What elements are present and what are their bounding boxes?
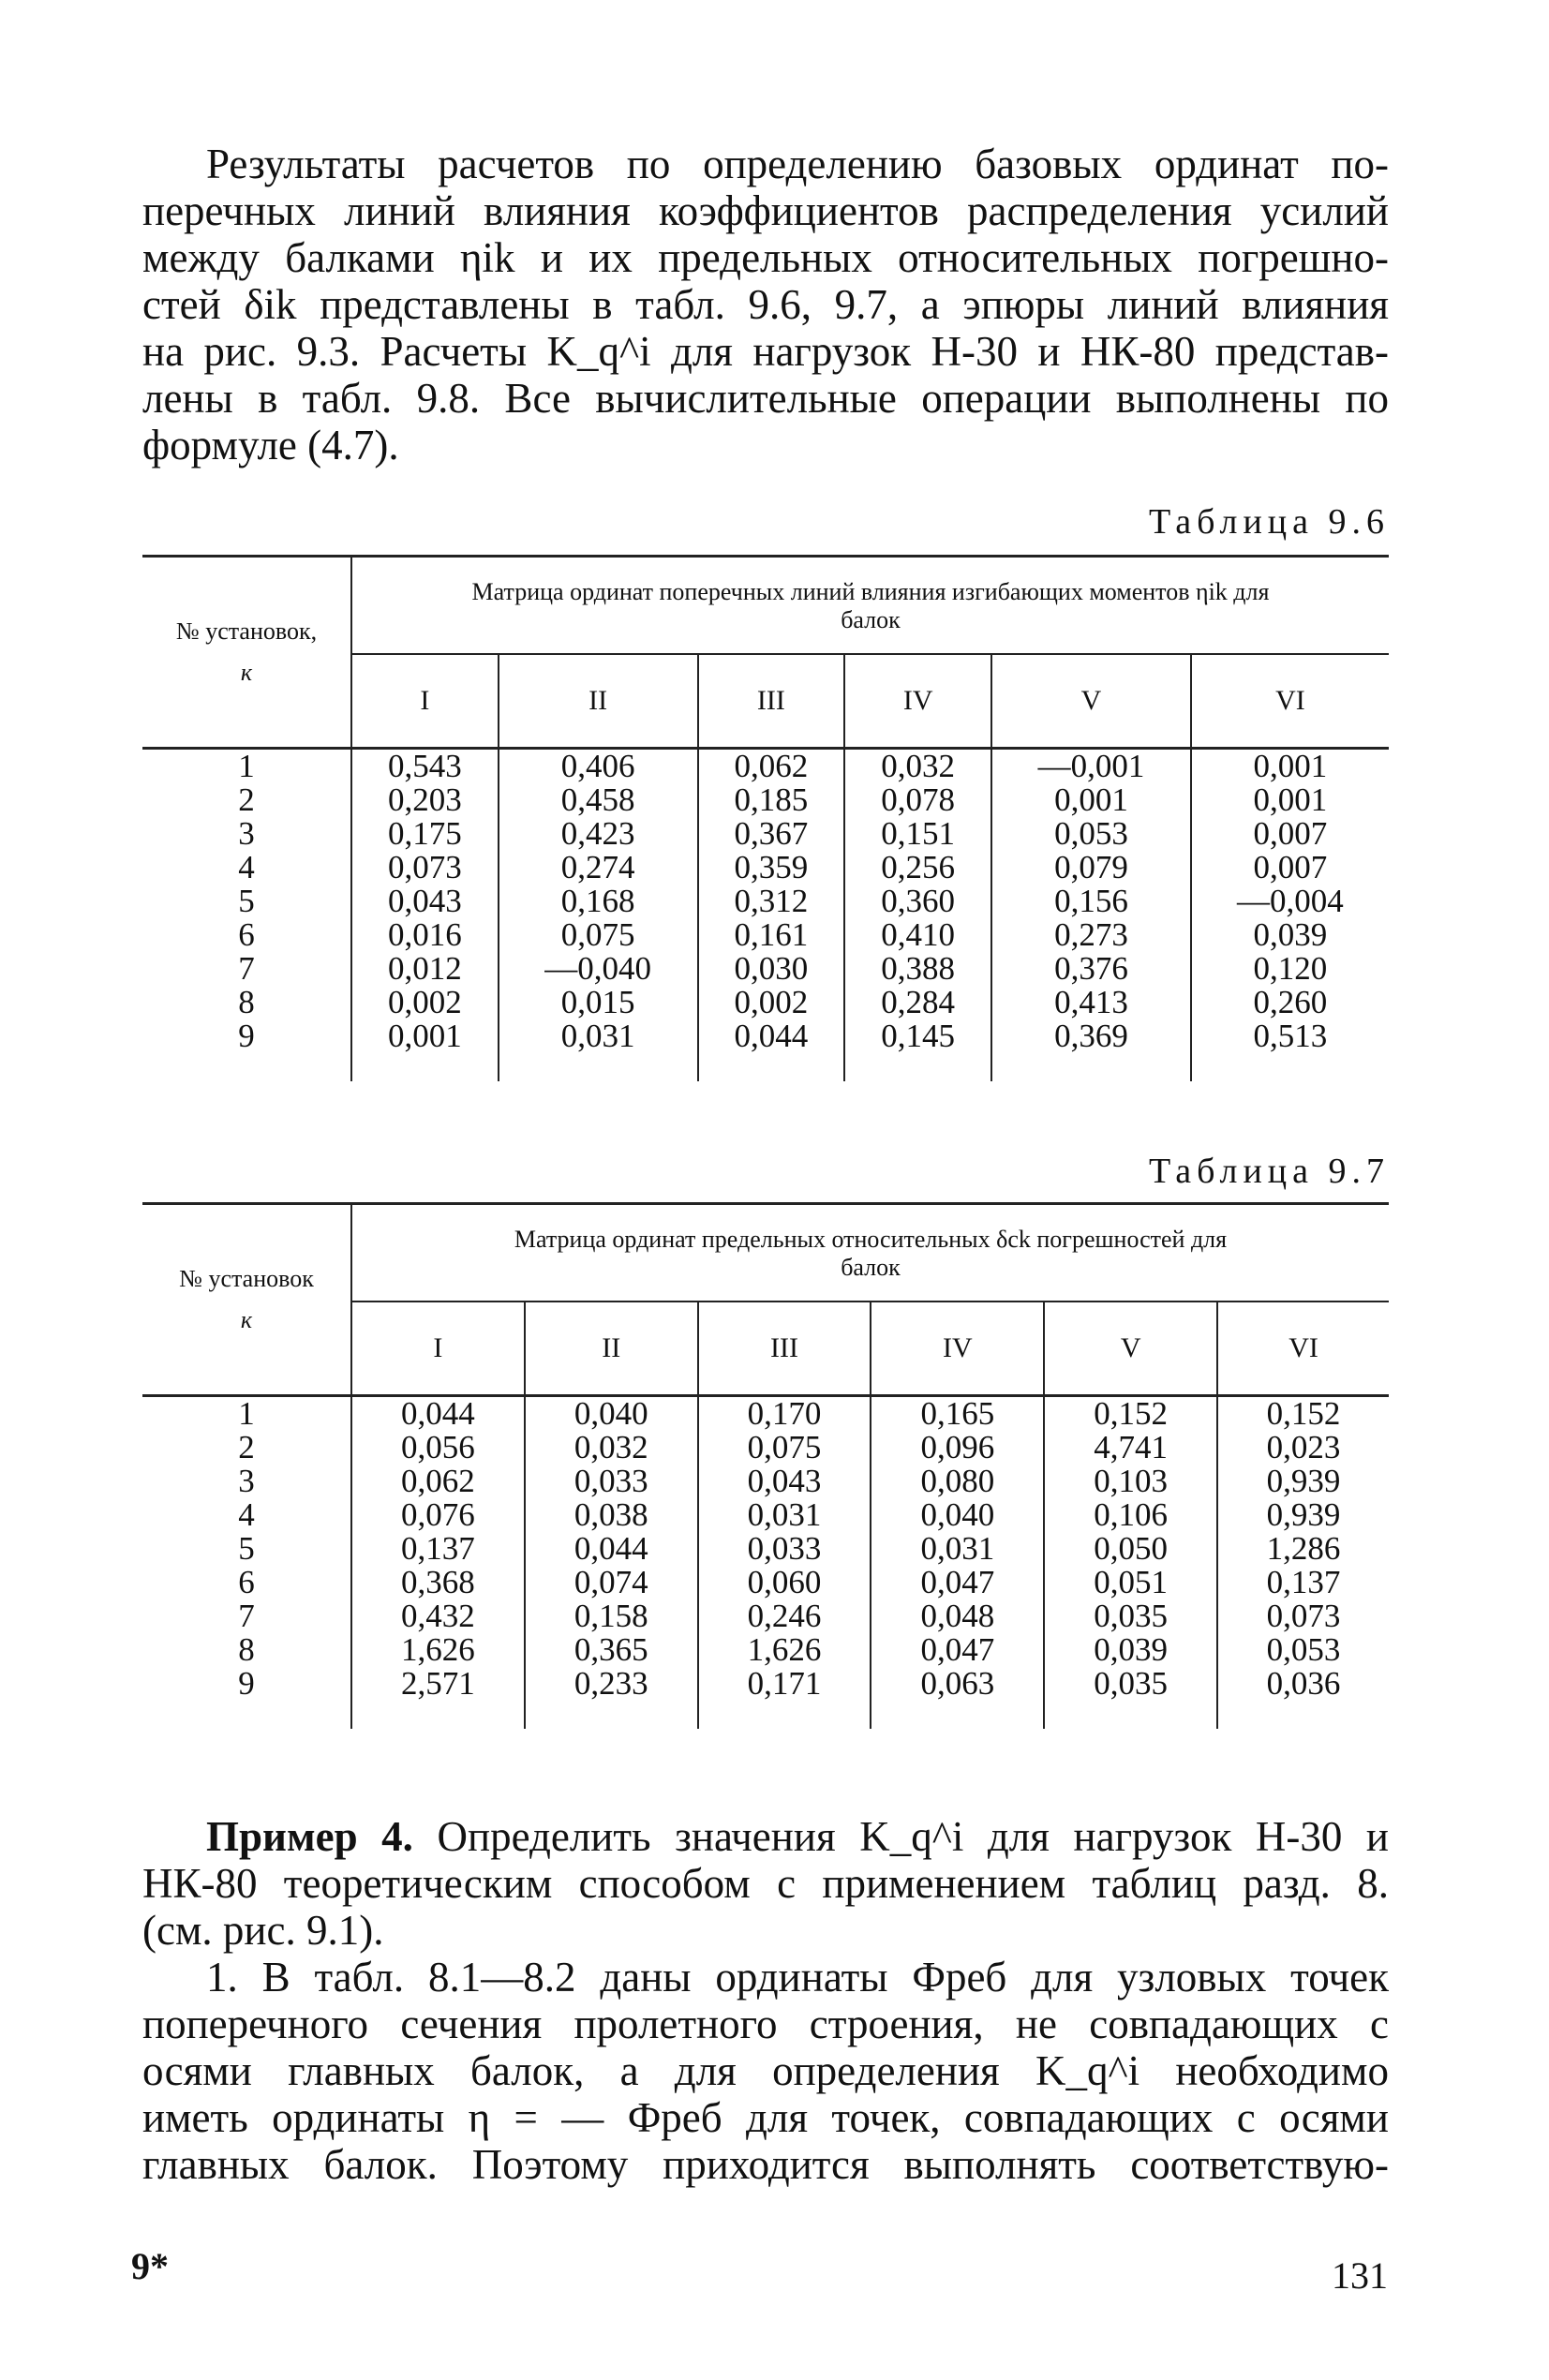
value-cell: 0,368 bbox=[351, 1566, 525, 1599]
value-cell: 0,001 bbox=[1191, 783, 1389, 817]
row-index-cell: 2 bbox=[238, 781, 255, 818]
value-cell: 0,284 bbox=[844, 986, 991, 1019]
value-cell: 0,040 bbox=[871, 1498, 1044, 1532]
value-cell: 0,423 bbox=[499, 817, 698, 851]
value-cell: 0,044 bbox=[525, 1532, 698, 1566]
value-cell: 0,233 bbox=[525, 1667, 698, 1729]
value-cell: 0,079 bbox=[991, 851, 1191, 885]
value-cell: 0,040 bbox=[525, 1396, 698, 1432]
col-header: II bbox=[499, 654, 698, 749]
row-index-cell: 8 bbox=[238, 984, 255, 1020]
value-cell: 0,410 bbox=[844, 918, 991, 952]
page-number: 131 bbox=[1332, 2254, 1388, 2297]
table-row bbox=[142, 1465, 1389, 1498]
value-cell: 0,032 bbox=[525, 1431, 698, 1465]
value-cell: 0,035 bbox=[1044, 1667, 1217, 1729]
value-cell: 0,168 bbox=[499, 885, 698, 918]
value-cell: 0,035 bbox=[1044, 1599, 1217, 1633]
value-cell: 4,741 bbox=[1044, 1431, 1217, 1465]
example-line: поперечного сечения пролетного строения, не совпадающих с bbox=[142, 2001, 1389, 2047]
value-cell: 0,369 bbox=[991, 1019, 1191, 1081]
value-cell: 0,367 bbox=[698, 817, 845, 851]
value-cell: 0,939 bbox=[1217, 1498, 1389, 1532]
value-cell: 0,062 bbox=[698, 749, 845, 784]
value-cell: 0,044 bbox=[351, 1396, 525, 1432]
value-cell: 0,165 bbox=[871, 1396, 1044, 1432]
row-index-cell: 3 bbox=[238, 815, 255, 852]
table-row bbox=[142, 783, 1389, 817]
example-line: Пример 4. Определить значения K_q^i для нагрузок Н-30 и bbox=[206, 1813, 1390, 1860]
col-header: IV bbox=[871, 1302, 1044, 1396]
col-header: V bbox=[1044, 1302, 1217, 1396]
idx-header: № установок, к bbox=[175, 617, 318, 686]
row-index-cell: 9 bbox=[238, 1018, 255, 1054]
value-cell: 0,030 bbox=[698, 952, 845, 986]
value-cell: 0,078 bbox=[844, 783, 991, 817]
row-index-cell: 3 bbox=[238, 1463, 255, 1499]
value-cell: 0,458 bbox=[499, 783, 698, 817]
row-index-cell: 4 bbox=[238, 849, 255, 885]
group-header: Матрица ординат поперечных линий влияния изгибающих моментов ηik для балок bbox=[351, 557, 1389, 655]
table-row bbox=[142, 1633, 1389, 1667]
example-line: 1. В табл. 8.1—8.2 даны ординаты Фреб для узловых точек bbox=[206, 1954, 1389, 2001]
example-line: осями главных балок, а для определения K_q^i необходимо bbox=[142, 2047, 1389, 2094]
idx-header: № установок к bbox=[179, 1265, 314, 1333]
value-cell: 0,007 bbox=[1191, 851, 1389, 885]
table-row bbox=[142, 1599, 1389, 1633]
table-9-6 bbox=[142, 555, 1389, 1081]
value-cell: 0,388 bbox=[844, 952, 991, 986]
value-cell: 0,053 bbox=[991, 817, 1191, 851]
value-cell: 0,062 bbox=[351, 1465, 525, 1498]
value-cell: 0,513 bbox=[1191, 1019, 1389, 1081]
intro-line: стей δik представлены в табл. 9.6, 9.7, а эпюры линий влияния bbox=[142, 281, 1389, 328]
value-cell: 0,406 bbox=[499, 749, 698, 784]
row-index-cell: 1 bbox=[238, 748, 255, 784]
value-cell: 0,047 bbox=[871, 1566, 1044, 1599]
value-cell: 0,137 bbox=[351, 1532, 525, 1566]
value-cell: 0,063 bbox=[871, 1667, 1044, 1729]
example-paragraph bbox=[142, 1813, 1389, 2188]
intro-line: Результаты расчетов по определению базовых ординат по- bbox=[206, 141, 1389, 187]
value-cell: 0,312 bbox=[698, 885, 845, 918]
value-cell: 0,032 bbox=[844, 749, 991, 784]
value-cell: 1,626 bbox=[698, 1633, 871, 1667]
value-cell: 0,002 bbox=[698, 986, 845, 1019]
table-row bbox=[142, 817, 1389, 851]
value-cell: 0,001 bbox=[991, 783, 1191, 817]
col-header: VI bbox=[1217, 1302, 1389, 1396]
signature-mark: 9* bbox=[131, 2245, 169, 2287]
value-cell: 0,073 bbox=[1217, 1599, 1389, 1633]
table-row bbox=[142, 749, 1389, 784]
row-index-cell: 8 bbox=[238, 1631, 255, 1668]
value-cell: 0,036 bbox=[1217, 1667, 1389, 1729]
value-cell: 0,007 bbox=[1191, 817, 1389, 851]
value-cell: 0,050 bbox=[1044, 1532, 1217, 1566]
value-cell: 0,053 bbox=[1217, 1633, 1389, 1667]
value-cell: 1,626 bbox=[351, 1633, 525, 1667]
table-row bbox=[142, 1667, 1389, 1729]
value-cell: 0,002 bbox=[351, 986, 499, 1019]
value-cell: 2,571 bbox=[351, 1667, 525, 1729]
value-cell: 0,039 bbox=[1044, 1633, 1217, 1667]
table-row bbox=[142, 1019, 1389, 1081]
value-cell: 0,075 bbox=[698, 1431, 871, 1465]
value-cell: 0,106 bbox=[1044, 1498, 1217, 1532]
value-cell: 0,413 bbox=[991, 986, 1191, 1019]
col-header: II bbox=[525, 1302, 698, 1396]
table-row bbox=[142, 885, 1389, 918]
value-cell: 0,001 bbox=[1191, 749, 1389, 784]
value-cell: 0,274 bbox=[499, 851, 698, 885]
value-cell: 0,075 bbox=[499, 918, 698, 952]
value-cell: 0,033 bbox=[698, 1532, 871, 1566]
example-line: НК-80 теоретическим способом с применением таблиц разд. 8. bbox=[142, 1860, 1389, 1907]
row-index-cell: 7 bbox=[238, 1598, 255, 1634]
value-cell: 0,152 bbox=[1217, 1396, 1389, 1432]
table-row bbox=[142, 851, 1389, 885]
value-cell: 0,156 bbox=[991, 885, 1191, 918]
col-header: III bbox=[698, 654, 845, 749]
value-cell: 0,033 bbox=[525, 1465, 698, 1498]
value-cell: 0,432 bbox=[351, 1599, 525, 1633]
value-cell: 0,023 bbox=[1217, 1431, 1389, 1465]
row-index-cell: 6 bbox=[238, 1564, 255, 1600]
value-cell: 0,203 bbox=[351, 783, 499, 817]
value-cell: 0,031 bbox=[698, 1498, 871, 1532]
value-cell: —0,001 bbox=[991, 749, 1191, 784]
value-cell: 0,145 bbox=[844, 1019, 991, 1081]
value-cell: 0,158 bbox=[525, 1599, 698, 1633]
value-cell: 0,939 bbox=[1217, 1465, 1389, 1498]
col-header: III bbox=[698, 1302, 871, 1396]
intro-line: лены в табл. 9.8. Все вычислительные операции выполнены по bbox=[142, 375, 1389, 422]
row-index-cell: 2 bbox=[238, 1429, 255, 1465]
value-cell: 0,001 bbox=[351, 1019, 499, 1081]
value-cell: 0,047 bbox=[871, 1633, 1044, 1667]
table-row bbox=[142, 952, 1389, 986]
value-cell: 0,260 bbox=[1191, 986, 1389, 1019]
value-cell: 0,044 bbox=[698, 1019, 845, 1081]
value-cell: 0,016 bbox=[351, 918, 499, 952]
table-row bbox=[142, 1431, 1389, 1465]
value-cell: —0,040 bbox=[499, 952, 698, 986]
value-cell: 0,256 bbox=[844, 851, 991, 885]
value-cell: 0,043 bbox=[351, 885, 499, 918]
table-9-7-caption: Таблица 9.7 bbox=[1148, 1152, 1390, 1191]
example-line: главных балок. Поэтому приходится выполнять соответствую- bbox=[142, 2141, 1389, 2188]
value-cell: 0,076 bbox=[351, 1498, 525, 1532]
value-cell: 0,360 bbox=[844, 885, 991, 918]
col-header: I bbox=[351, 1302, 525, 1396]
value-cell: 0,365 bbox=[525, 1633, 698, 1667]
value-cell: 0,359 bbox=[698, 851, 845, 885]
value-cell: 0,152 bbox=[1044, 1396, 1217, 1432]
value-cell: 0,185 bbox=[698, 783, 845, 817]
value-cell: 0,015 bbox=[499, 986, 698, 1019]
example-line: (см. рис. 9.1). bbox=[142, 1907, 384, 1954]
table-row bbox=[142, 1566, 1389, 1599]
value-cell: 0,151 bbox=[844, 817, 991, 851]
row-index-cell: 5 bbox=[238, 1530, 255, 1567]
value-cell: —0,004 bbox=[1191, 885, 1389, 918]
value-cell: 1,286 bbox=[1217, 1532, 1389, 1566]
value-cell: 0,170 bbox=[698, 1396, 871, 1432]
row-index-cell: 7 bbox=[238, 950, 255, 987]
value-cell: 0,161 bbox=[698, 918, 845, 952]
table-row bbox=[142, 1532, 1389, 1566]
table-row bbox=[142, 1396, 1389, 1432]
value-cell: 0,171 bbox=[698, 1667, 871, 1729]
value-cell: 0,246 bbox=[698, 1599, 871, 1633]
value-cell: 0,103 bbox=[1044, 1465, 1217, 1498]
table-row bbox=[142, 986, 1389, 1019]
value-cell: 0,376 bbox=[991, 952, 1191, 986]
table-9-6-caption: Таблица 9.6 bbox=[1148, 502, 1390, 542]
table-9-7 bbox=[142, 1202, 1389, 1729]
row-index-cell: 1 bbox=[238, 1395, 255, 1432]
row-index-cell: 4 bbox=[238, 1496, 255, 1533]
col-header: IV bbox=[844, 654, 991, 749]
intro-paragraph bbox=[142, 141, 1389, 469]
table-body bbox=[142, 749, 1389, 1082]
value-cell: 0,056 bbox=[351, 1431, 525, 1465]
col-header: VI bbox=[1191, 654, 1389, 749]
table-row bbox=[142, 918, 1389, 952]
value-cell: 0,060 bbox=[698, 1566, 871, 1599]
value-cell: 0,074 bbox=[525, 1566, 698, 1599]
intro-line: перечных линий влияния коэффициентов распределения усилий bbox=[142, 187, 1389, 234]
example-line: иметь ординаты η = — Фреб для точек, совпадающих с осями bbox=[142, 2094, 1389, 2141]
value-cell: 0,543 bbox=[351, 749, 499, 784]
row-index-cell: 5 bbox=[238, 883, 255, 919]
intro-line: между балками ηik и их предельных относительных погрешно- bbox=[142, 234, 1389, 281]
col-header: V bbox=[991, 654, 1191, 749]
value-cell: 0,031 bbox=[871, 1532, 1044, 1566]
intro-line: на рис. 9.3. Расчеты K_q^i для нагрузок Н-30 и НК-80 представ- bbox=[142, 328, 1389, 375]
row-index-cell: 6 bbox=[238, 916, 255, 953]
group-header: Матрица ординат предельных относительных δck погрешностей для балок bbox=[351, 1204, 1389, 1302]
value-cell: 0,137 bbox=[1217, 1566, 1389, 1599]
row-index-cell: 9 bbox=[238, 1665, 255, 1702]
col-header: I bbox=[351, 654, 499, 749]
value-cell: 0,012 bbox=[351, 952, 499, 986]
table-body bbox=[142, 1396, 1389, 1730]
value-cell: 0,043 bbox=[698, 1465, 871, 1498]
value-cell: 0,120 bbox=[1191, 952, 1389, 986]
value-cell: 0,048 bbox=[871, 1599, 1044, 1633]
value-cell: 0,038 bbox=[525, 1498, 698, 1532]
value-cell: 0,096 bbox=[871, 1431, 1044, 1465]
value-cell: 0,031 bbox=[499, 1019, 698, 1081]
intro-line: формуле (4.7). bbox=[142, 422, 399, 469]
value-cell: 0,080 bbox=[871, 1465, 1044, 1498]
table-row bbox=[142, 1498, 1389, 1532]
example-label: Пример 4. bbox=[206, 1813, 413, 1860]
value-cell: 0,175 bbox=[351, 817, 499, 851]
value-cell: 0,273 bbox=[991, 918, 1191, 952]
value-cell: 0,073 bbox=[351, 851, 499, 885]
value-cell: 0,051 bbox=[1044, 1566, 1217, 1599]
value-cell: 0,039 bbox=[1191, 918, 1389, 952]
